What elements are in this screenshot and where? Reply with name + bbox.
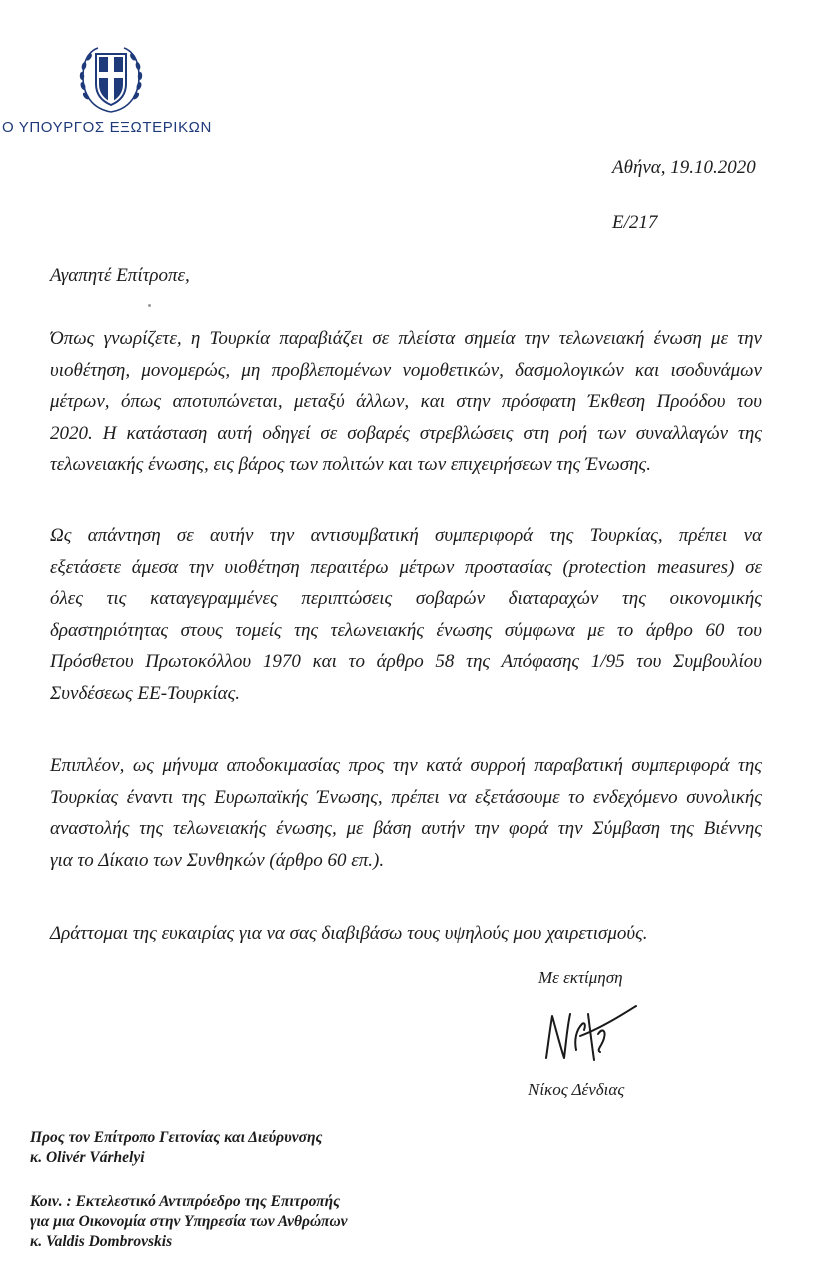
paragraph-line: Τουρκίας έναντι της Ευρωπαϊκής Ένωσης, πρέπει να εξετάσουμε το ενδεχόμενο συνολικής (50, 786, 762, 808)
paragraph-line: αναστολής της τελωνειακής ένωσης, με βάση αυτήν την φορά την Σύμβαση της Βιέννης (50, 818, 762, 840)
paragraph-line: Ως απάντηση σε αυτήν την αντισυμβατική συμπεριφορά της Τουρκίας, πρέπει να (50, 525, 762, 546)
paragraph-1 (50, 323, 762, 481)
greek-coat-of-arms-icon (76, 42, 146, 116)
signer-name: Νίκος Δένδιας (528, 1080, 625, 1099)
recipient-name: κ. Olivér Várhelyi (30, 1149, 145, 1166)
handwritten-signature-icon (540, 1000, 640, 1070)
paragraph-line: Πρόσθετου Πρωτοκόλλου 1970 και το άρθρο 58 της Απόφασης 1/95 του Συμβουλίου (50, 651, 762, 673)
paragraph-3 (50, 750, 762, 876)
cc-title: Κοιν. : Εκτελεστικό Αντιπρόεδρο της Επιτροπής (30, 1193, 341, 1210)
cc-name: κ. Valdis Dombrovskis (30, 1233, 173, 1250)
letter-date: Αθήνα, 19.10.2020 (612, 157, 756, 178)
ministry-title: Ο ΥΠΟΥΡΓΟΣ ΕΞΩΤΕΡΙΚΩΝ (2, 119, 212, 136)
paragraph-line: Δράττομαι της ευκαιρίας για να σας διαβιβάσω τους υψηλούς μου χαιρετισμούς. (50, 923, 648, 944)
closing: Με εκτίμηση (538, 968, 623, 987)
paragraph-line: υιοθέτηση, μονομερώς, μη προβλεπομένων νομοθετικών, δασμολογικών και ισοδυνάμων (50, 359, 762, 381)
paragraph-line: Επιπλέον, ως μήνυμα αποδοκιμασίας προς την κατά συρροή παραβατική συμπεριφορά της (50, 755, 762, 776)
paragraph-line: για το Δίκαιο των Συνθηκών (άρθρο 60 επ.). (50, 849, 385, 871)
recipient-title: Προς τον Επίτροπο Γειτονίας και Διεύρυνσης (30, 1129, 323, 1146)
cc-block (30, 1192, 348, 1252)
paragraph-line: 2020. Η κατάσταση αυτή οδηγεί σε σοβαρές στρεβλώσεις στη ροή των συναλλαγών της (50, 422, 762, 444)
paragraph-line: τελωνειακής ένωσης, εις βάρος των πολιτών και των επιχειρήσεων της Ένωσης. (50, 454, 651, 476)
recipient-block (30, 1128, 322, 1168)
paragraph-line: μέτρων, όπως αποτυπώνεται, μεταξύ άλλων, και στην πρόσφατη Έκθεση Προόδου του (50, 391, 762, 413)
scan-speck (148, 304, 151, 307)
reference-number: Ε/217 (612, 212, 658, 233)
paragraph-4 (50, 918, 762, 950)
paragraph-2 (50, 520, 762, 710)
paragraph-line: εξετάσετε άμεσα την υιοθέτηση περαιτέρω μέτρων προστασίας (protection measures) σε (50, 556, 762, 578)
paragraph-line: Όπως γνωρίζετε, η Τουρκία παραβιάζει σε πλείστα σημεία την τελωνειακή ένωση με την (50, 328, 762, 349)
paragraph-line: δραστηριότητας στους τομείς της τελωνειακής ένωσης σύμφωνα με το άρθρο 60 του (50, 619, 762, 641)
paragraph-line: Συνδέσεως ΕΕ-Τουρκίας. (50, 682, 241, 704)
cc-title-continued: για μια Οικονομία στην Υπηρεσία των Ανθρώπων (30, 1213, 348, 1230)
paragraph-line: όλες τις καταγεγραμμένες περιπτώσεις σοβαρών διαταραχών της οικονομικής (50, 588, 762, 610)
salutation: Αγαπητέ Επίτροπε, (50, 265, 190, 286)
